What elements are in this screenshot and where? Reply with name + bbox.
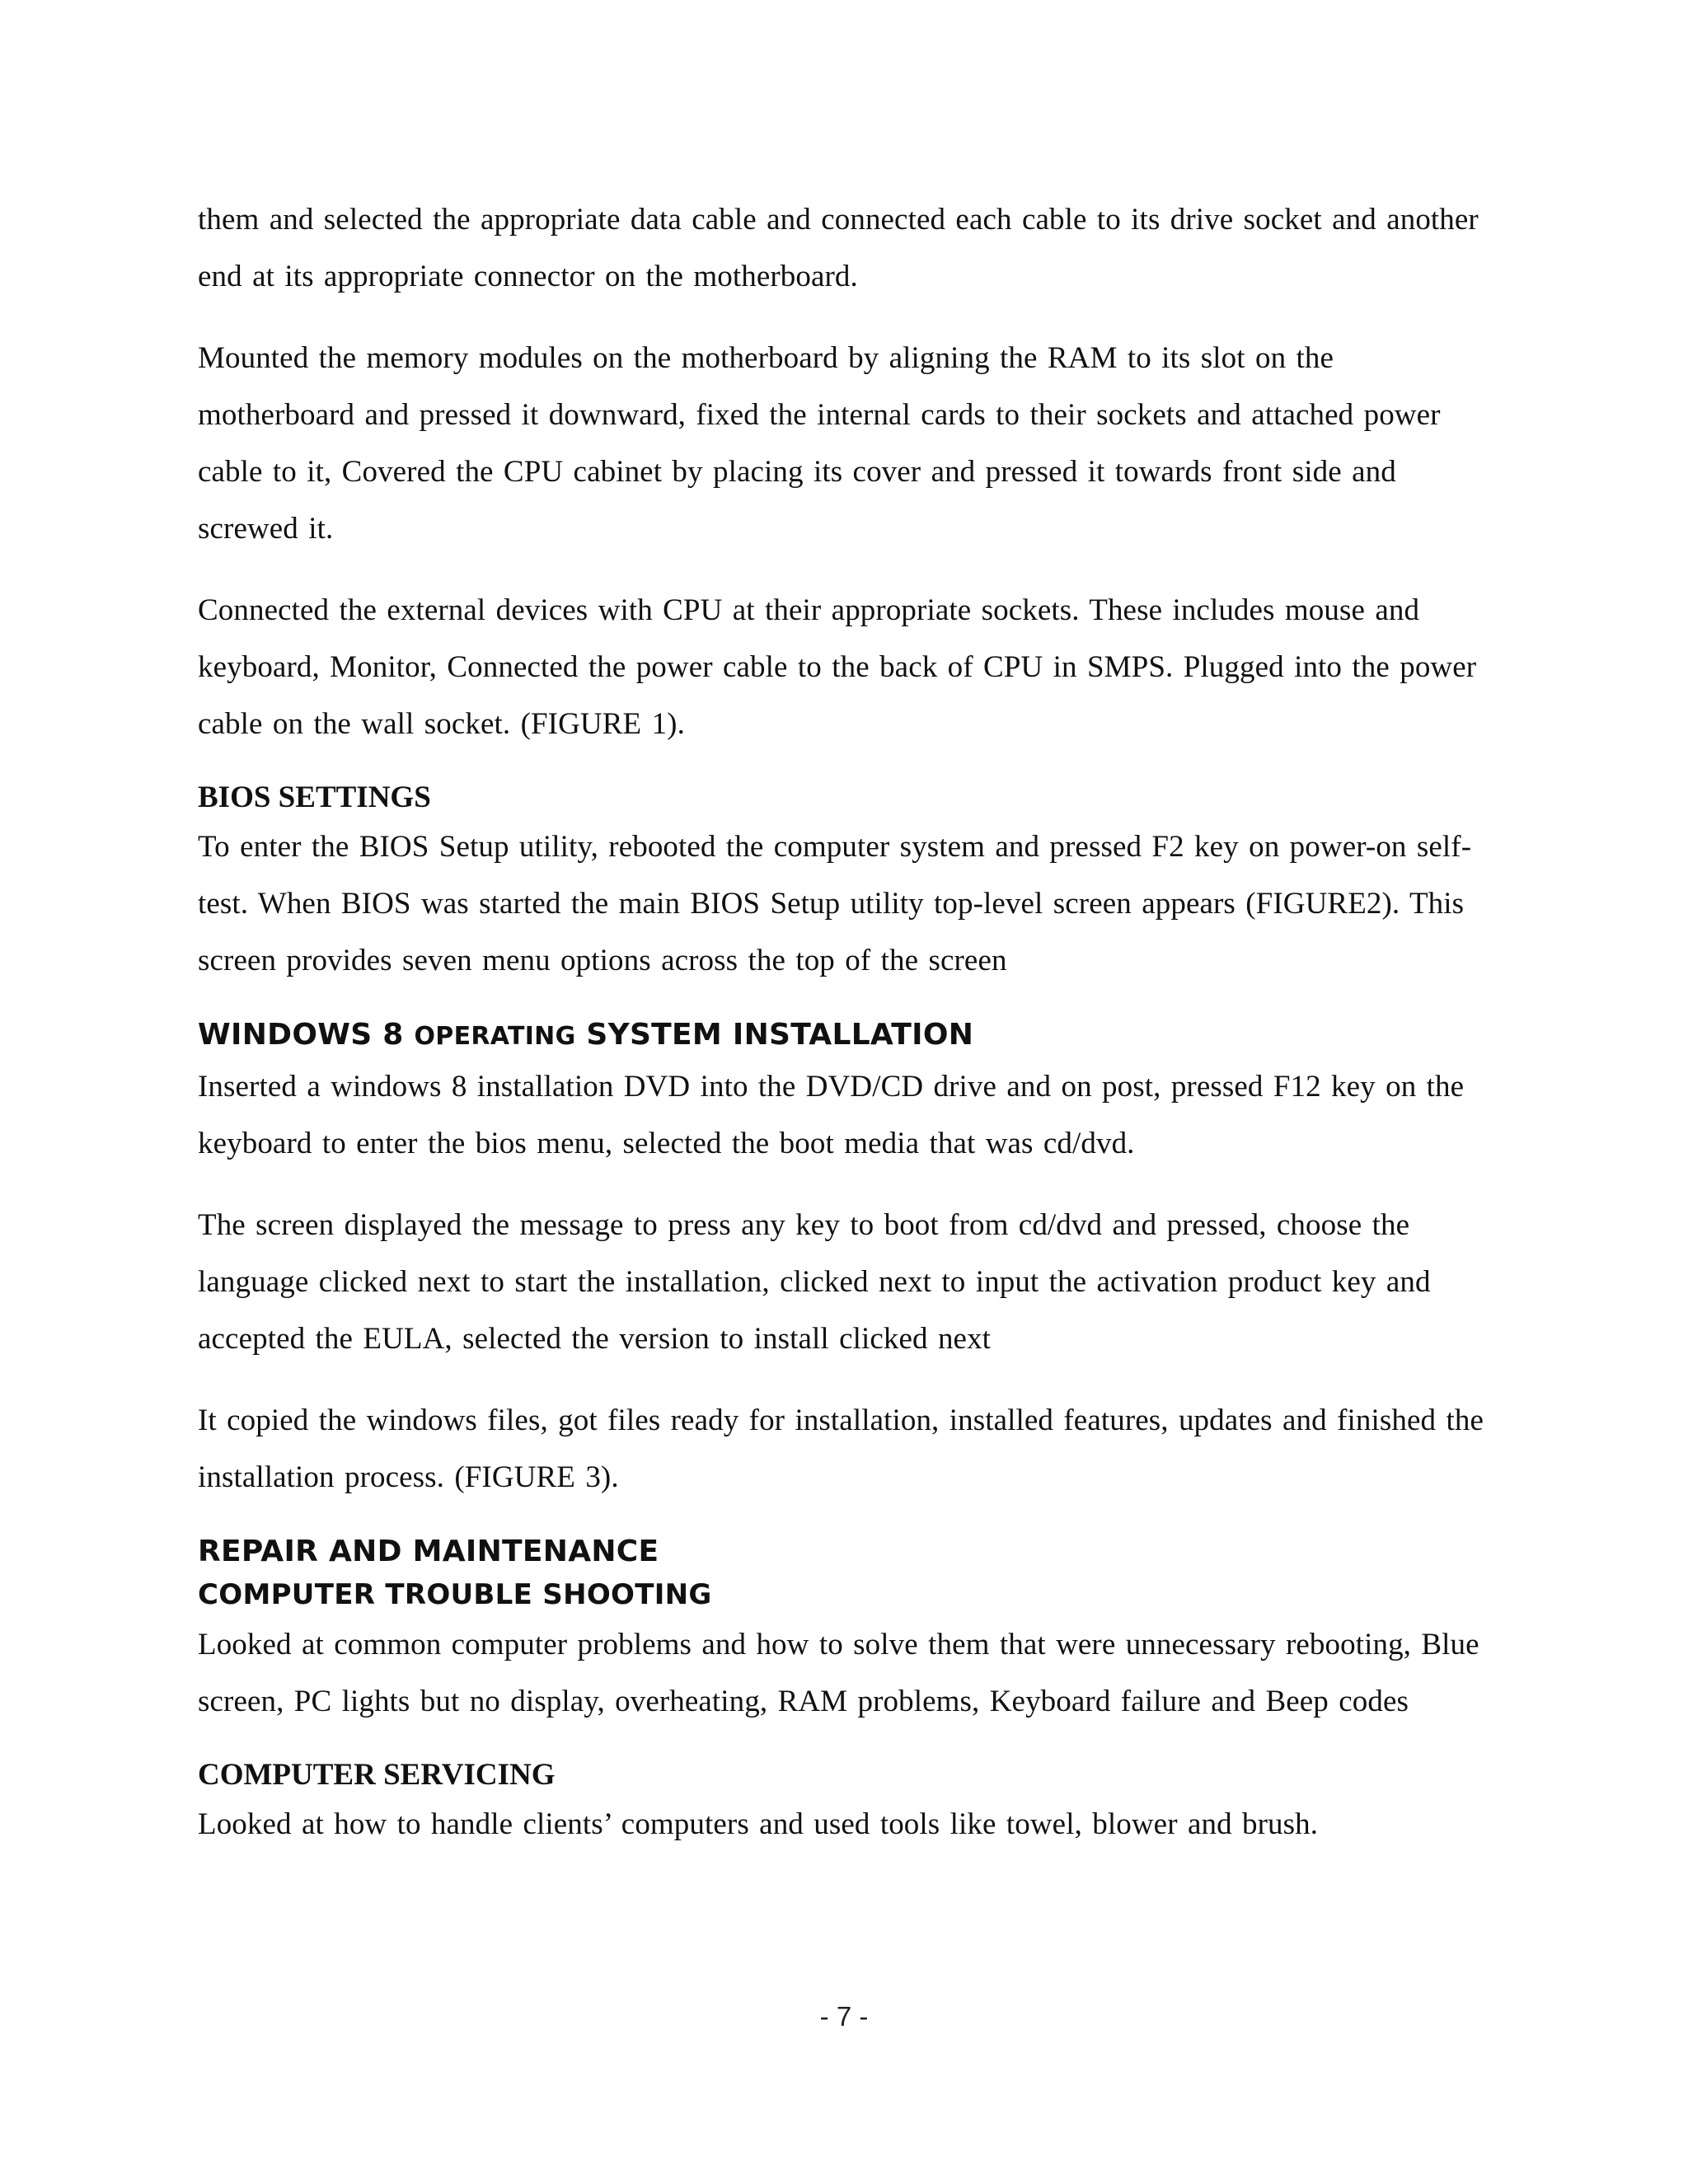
heading-computer-trouble-shooting: COMPUTER TROUBLE SHOOTING [198, 1578, 712, 1611]
paragraph-windows-dvd: Inserted a windows 8 installation DVD into the DVD/CD drive and on post, pressed F12 key on the keyboard to enter the bios menu, selected the boot media that was cd/dvd. [198, 1070, 1465, 1160]
paragraph-cables: them and selected the appropriate data cable and connected each cable to its drive socket and another end at its appropriate connector on the motherboard. [198, 203, 1479, 293]
paragraph-trouble-shooting: Looked at common computer problems and how to solve them that were unnecessary rebooting, Blue screen, PC lights but no display, overheating, RAM problems, Keyboard failure and Beep codes [198, 1628, 1479, 1718]
heading-windows-part1: WINDOWS 8 [198, 1018, 415, 1052]
paragraph-windows-screen: The screen displayed the message to press any key to boot from cd/dvd and pressed, choose the language clicked next to start the installation, clicked next to input the activation product key and accepted the EULA, selected the version to install clicked next [198, 1208, 1431, 1356]
heading-bios-settings: BIOS SETTINGS [198, 780, 431, 814]
heading-windows-installation [198, 1014, 1500, 1058]
paragraph-windows-copy: It copied the windows files, got files ready for installation, installed features, updates and finished the installation process. (FIGURE 3). [198, 1404, 1484, 1494]
document-page [198, 191, 1500, 1877]
paragraph-computer-servicing: Looked at how to handle clients’ computers and used tools like towel, blower and brush. [198, 1807, 1319, 1841]
paragraph-memory-modules: Mounted the memory modules on the motherboard by aligning the RAM to its slot on the motherboard and pressed it downward, fixed the internal cards to their sockets and attached power cable to it, Covered the CPU cabinet by placing its cover and pressed it towards front side and screwed it. [198, 341, 1441, 546]
heading-computer-servicing: COMPUTER SERVICING [198, 1758, 556, 1792]
heading-windows-part3: SYSTEM INSTALLATION [575, 1018, 974, 1052]
paragraph-external-devices: Connected the external devices with CPU at their appropriate sockets. These includes mouse and keyboard, Monitor, Connected the power cable to the back of CPU in SMPS. Plugged into the power cable on the wall socket. (FIGURE 1). [198, 593, 1477, 741]
heading-repair-maintenance: REPAIR AND MAINTENANCE [198, 1535, 659, 1568]
heading-windows-part2: OPERATING [414, 1022, 576, 1051]
page-number: - 7 - [819, 2001, 869, 2032]
paragraph-bios-settings: To enter the BIOS Setup utility, rebooted the computer system and pressed F2 key on power-on self-test. When BIOS was started the main BIOS Setup utility top-level screen appears (FIGURE2). This screen provides seven menu options across the top of the screen [198, 830, 1472, 977]
